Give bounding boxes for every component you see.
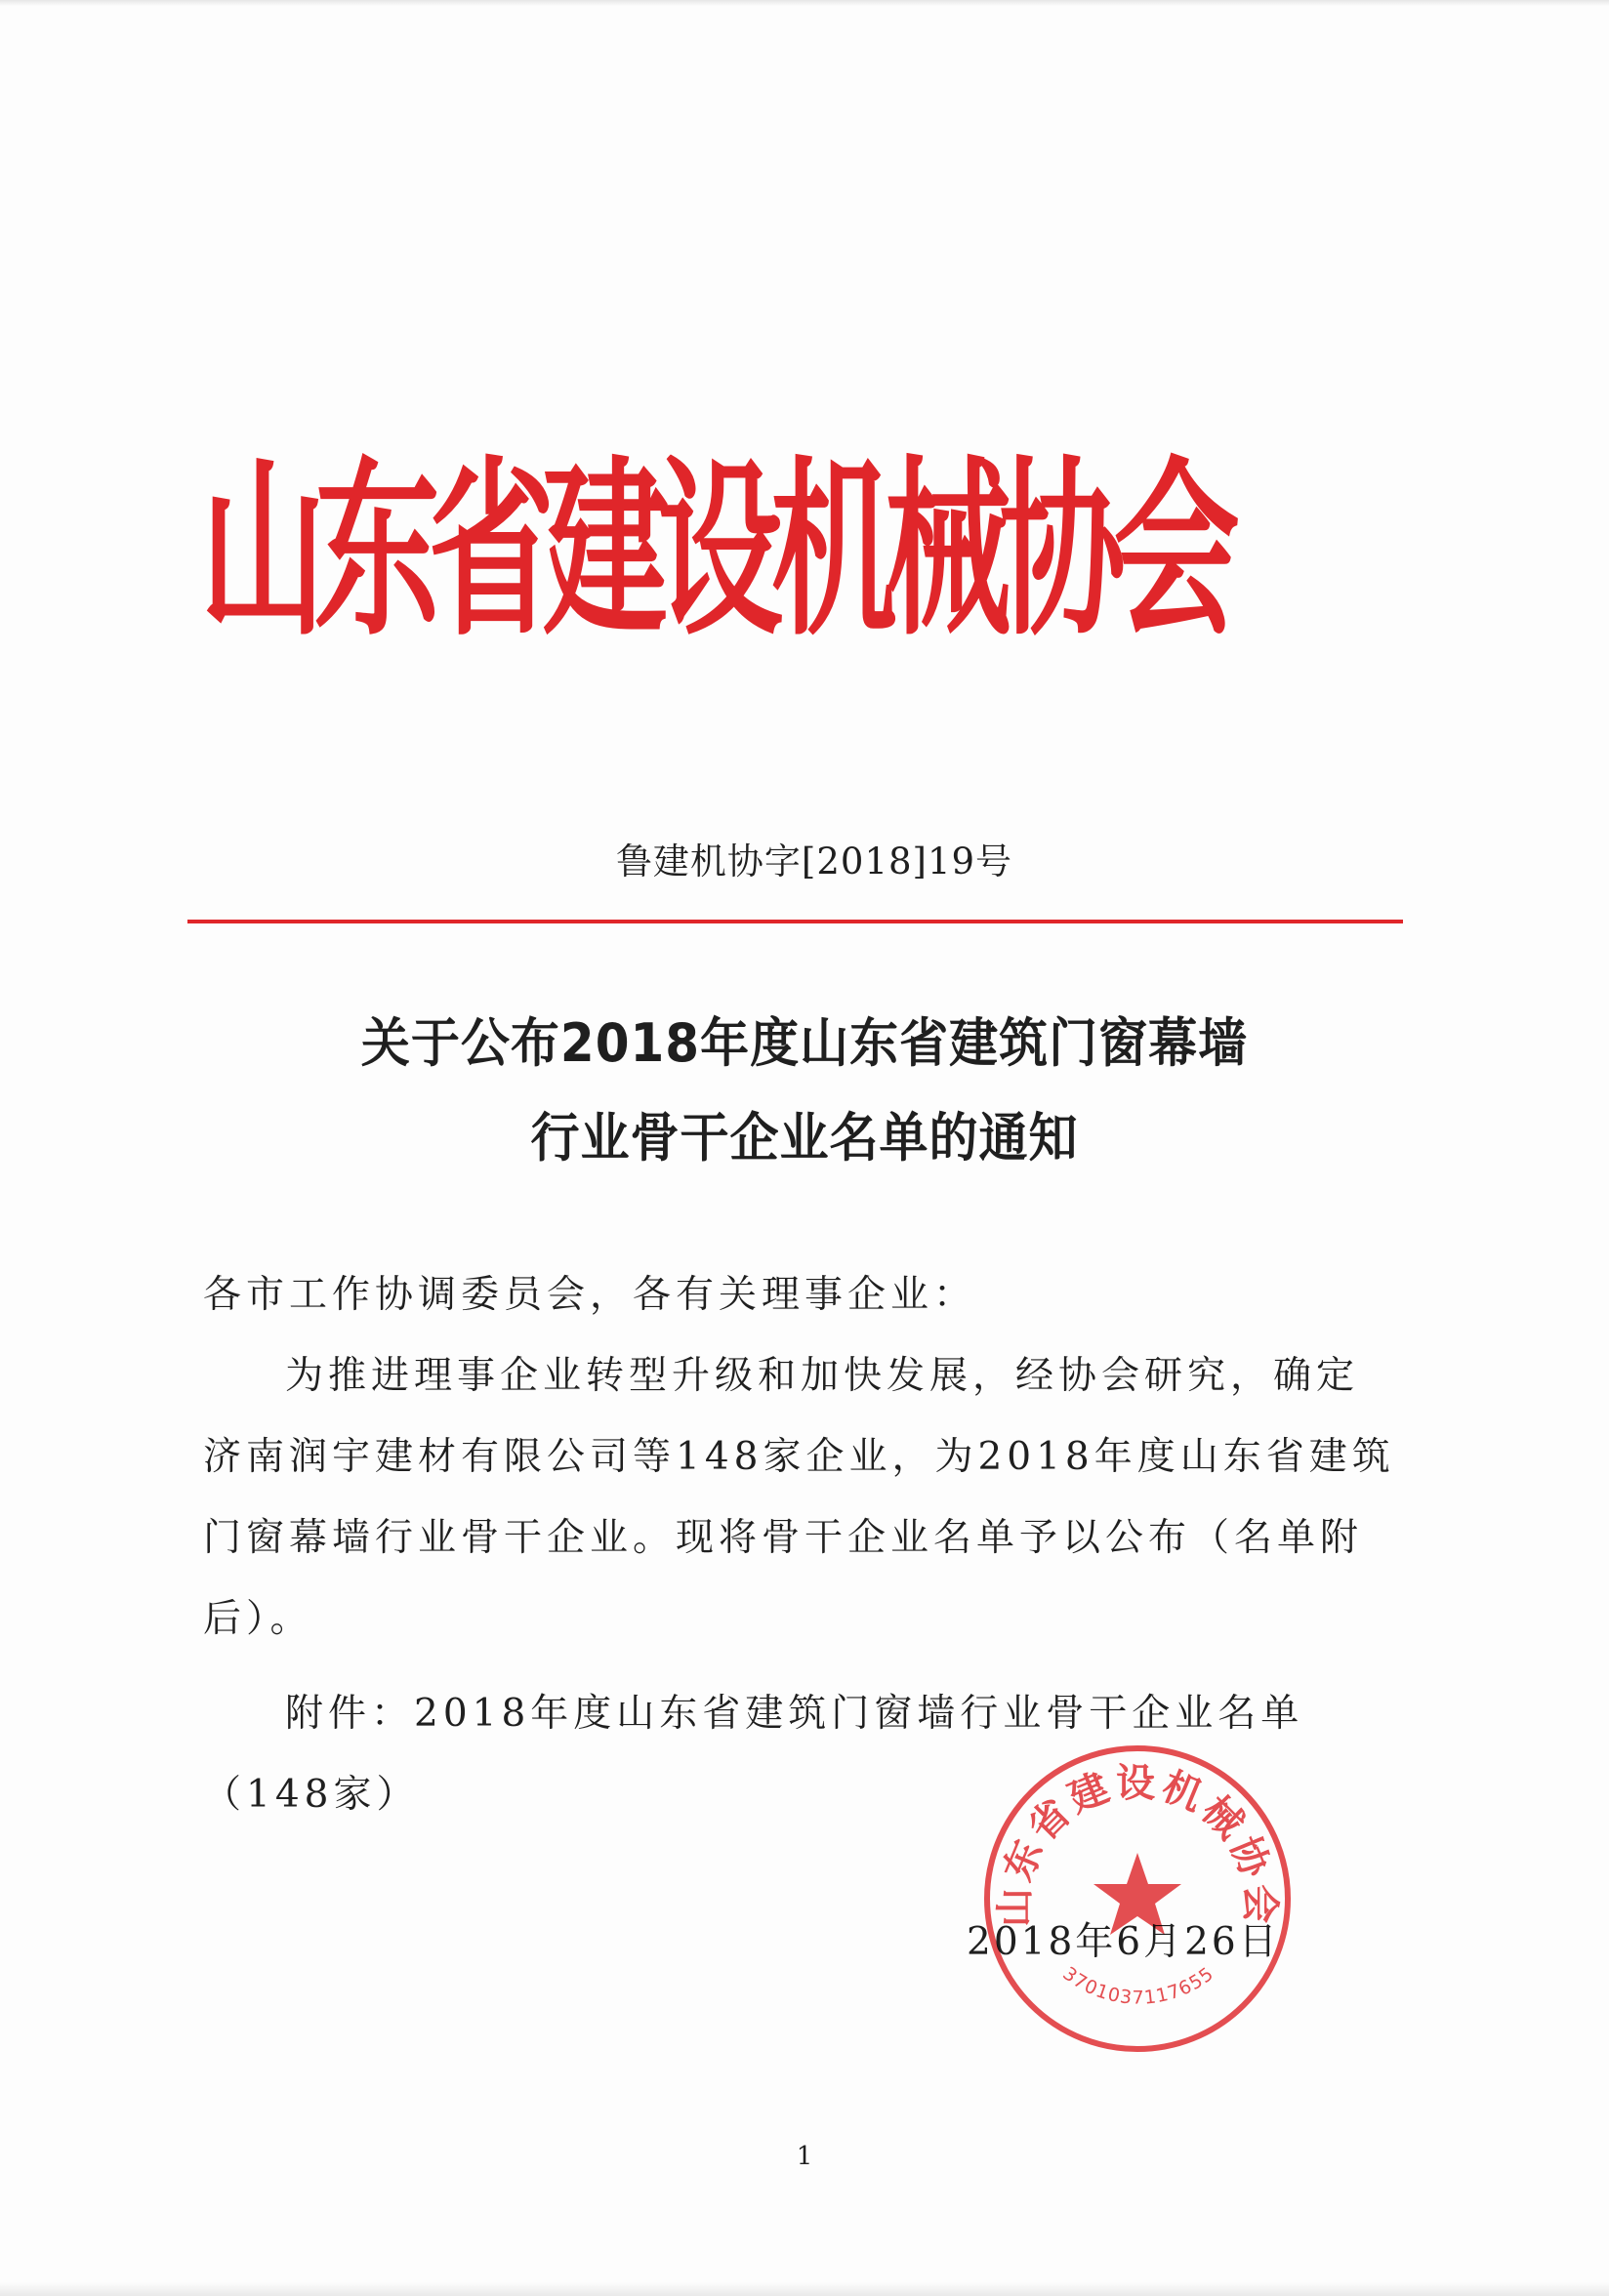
notice-title: [0, 996, 1609, 1185]
red-divider-line: [187, 920, 1403, 923]
masthead-title: 山东省建设机械协会: [200, 440, 1228, 663]
body-paragraph: 为推进理事企业转型升级和加快发展，经协会研究，确定济南润宇建材有限公司等148家企业，为2018年度山东省建筑门窗幕墙行业骨干企业。现将骨干企业名单予以公布（名单附后）。: [203, 1354, 1395, 1641]
page-number: 1: [796, 2142, 813, 2171]
official-seal-stamp: [976, 1738, 1299, 2060]
issue-date: 2018年6月26日: [967, 1920, 1280, 1964]
svg-text:3701037117655: [1058, 1963, 1217, 2009]
scan-edge-bottom: [0, 2282, 1609, 2296]
seal-code: 3701037117655: [1058, 1962, 1218, 2009]
notice-title-line-2: 行业骨干企业名单的通知: [530, 1107, 1079, 1169]
notice-title-line-1: 关于公布2018年度山东省建筑门窗幕墙: [360, 1012, 1249, 1074]
document-number: 鲁建机协字[2018]19号: [615, 840, 1013, 882]
scan-edge-top: [0, 0, 1609, 6]
salutation: 各市工作协调委员会，各有关理事企业：: [203, 1273, 977, 1317]
attachment-note: 附件：2018年度山东省建筑门窗墙行业骨干企业名单（148家）: [203, 1692, 1304, 1817]
seal-star-icon: [1093, 1853, 1181, 1935]
seal-org-name: 山东省建设机械协会: [992, 1760, 1283, 1928]
